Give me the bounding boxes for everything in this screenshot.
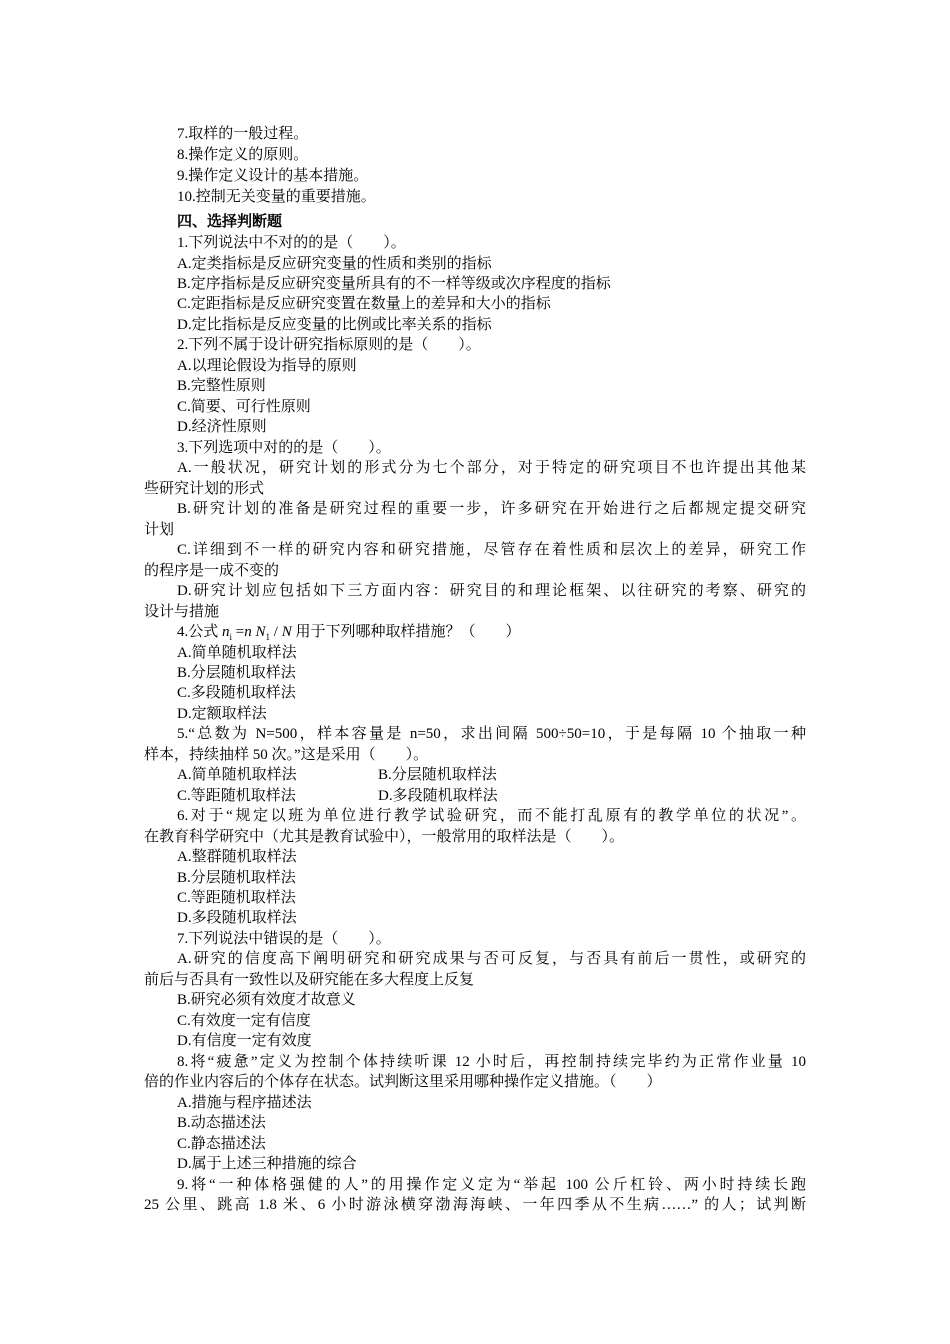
question-stem: 9.将“一种体格强健的人”的用操作定义定为“举起 100 公斤杠铃、两小时持续长跑: [177, 1177, 806, 1193]
question-stem-continuation: 25 公里、跳高 1.8 米、6 小时游泳横穿渤海海峡、一年四季从不生病……” 的人；试判断: [144, 1197, 806, 1213]
question-stem: 5.“总数为 N=500，样本容量是 n=50，求出间隔 500÷50=10，于是每隔 10 个抽取一种: [177, 726, 806, 742]
formula-sub-i: i: [229, 632, 233, 642]
formula-N: N: [281, 624, 292, 640]
option: C.等距随机取样法: [177, 890, 296, 906]
option: B.分层随机取样法: [378, 767, 497, 783]
option: C.定距指标是反应研究变置在数量上的差异和大小的指标: [177, 296, 551, 312]
option: B.研究计划的准备是研究过程的重要一步，许多研究在开始进行之后都规定提交研究: [177, 501, 806, 517]
option: A.简单随机取样法: [177, 767, 297, 783]
option: D.属于上述三种措施的综合: [177, 1156, 357, 1172]
option: C.静态描述法: [177, 1136, 266, 1152]
option: D.有信度一定有效度: [177, 1033, 312, 1049]
option: D.经济性原则: [177, 419, 267, 435]
option: D.定比指标是反应变量的比例或比率关系的指标: [177, 317, 492, 333]
review-item: 8.操作定义的原则。: [177, 147, 309, 163]
option: C.多段随机取样法: [177, 685, 296, 701]
option: A.定类指标是反应研究变量的性质和类别的指标: [177, 256, 492, 272]
review-item: 9.操作定义设计的基本措施。: [177, 168, 369, 184]
question-stem: 8.将“疲惫”定义为控制个体持续听课 12 小时后，再控制持续完毕约为正常作业量 10: [177, 1054, 806, 1070]
option-row: [177, 786, 806, 806]
option-continuation: 些研究计划的形式: [144, 481, 265, 497]
option: D.定额取样法: [177, 706, 267, 722]
option: C.有效度一定有信度: [177, 1013, 311, 1029]
option: B.定序指标是反应研究变量所具有的不一样等级或次序程度的指标: [177, 276, 611, 292]
option: A.研究的信度高下阐明研究和研究成果与否可反复，与否具有前后一贯性，或研究的: [177, 951, 806, 967]
question-stem-continuation: 样本，持续抽样 50 次。”这是采用（ ）。: [144, 747, 429, 763]
question-stem: 4.公式 $n_i =n$ $N_1$ / N 用于下列哪种取样措施？（ ）: [177, 624, 521, 642]
option: C.详细到不一样的研究内容和研究措施，尽管存在着性质和层次上的差异，研究工作: [177, 542, 806, 558]
option: B.完整性原则: [177, 378, 266, 394]
option: D.多段随机取样法: [177, 910, 297, 926]
option-row: [177, 765, 806, 785]
option: A.以理论假设为指导的原则: [177, 358, 357, 374]
review-item: 7.取样的一般过程。: [177, 126, 309, 142]
formula-n-N: n N: [244, 624, 266, 640]
option-continuation: 的程序是一成不变的: [144, 563, 280, 579]
question-stem: 3.下列选项中对的的是（ ）。: [177, 440, 391, 456]
option: A.措施与程序描述法: [177, 1095, 312, 1111]
option: B.研究必须有效度才故意义: [177, 992, 356, 1008]
question-stem-continuation: 在教育科学研究中（尤其是教育试验中），一般常用的取样法是（ ）。: [144, 829, 625, 845]
option-continuation: 计划: [144, 522, 175, 538]
question-stem: 1.下列说法中不对的的是（ ）。: [177, 235, 406, 251]
question-stem: 7.下列说法中错误的是（ ）。: [177, 931, 391, 947]
option: A.整群随机取样法: [177, 849, 297, 865]
option: C.等距随机取样法: [177, 788, 296, 804]
option: B.动态描述法: [177, 1115, 266, 1131]
option: C.简要、可行性原则: [177, 399, 311, 415]
option: B.分层随机取样法: [177, 870, 296, 886]
option: B.分层随机取样法: [177, 665, 296, 681]
option-continuation: 设计与措施: [144, 604, 220, 620]
review-item: 10.控制无关变量的重要措施。: [177, 189, 376, 205]
option: D.研究计划应包括如下三方面内容：研究目的和理论框架、以往研究的考察、研究的: [177, 583, 806, 599]
formula-sub-1: 1: [265, 632, 271, 642]
option: D.多段随机取样法: [378, 788, 498, 804]
section-title: 四、选择判断题: [177, 214, 283, 230]
option-continuation: 前后与否具有一致性以及研究能在多大程度上反复: [144, 972, 475, 988]
question-stem: 2.下列不属于设计研究指标原则的是（ ）。: [177, 337, 481, 353]
option: A.简单随机取样法: [177, 645, 297, 661]
option: A.一般状况，研究计划的形式分为七个部分，对于特定的研究项目不也许提出其他某: [177, 460, 806, 476]
question-stem: 6.对于“规定以班为单位进行教学试验研究，而不能打乱原有的教学单位的状况”。: [177, 808, 806, 824]
formula-n: n: [222, 624, 230, 640]
question-stem-continuation: 倍的作业内容后的个体存在状态。试判断这里采用哪种操作定义措施。（ ）: [144, 1074, 662, 1090]
